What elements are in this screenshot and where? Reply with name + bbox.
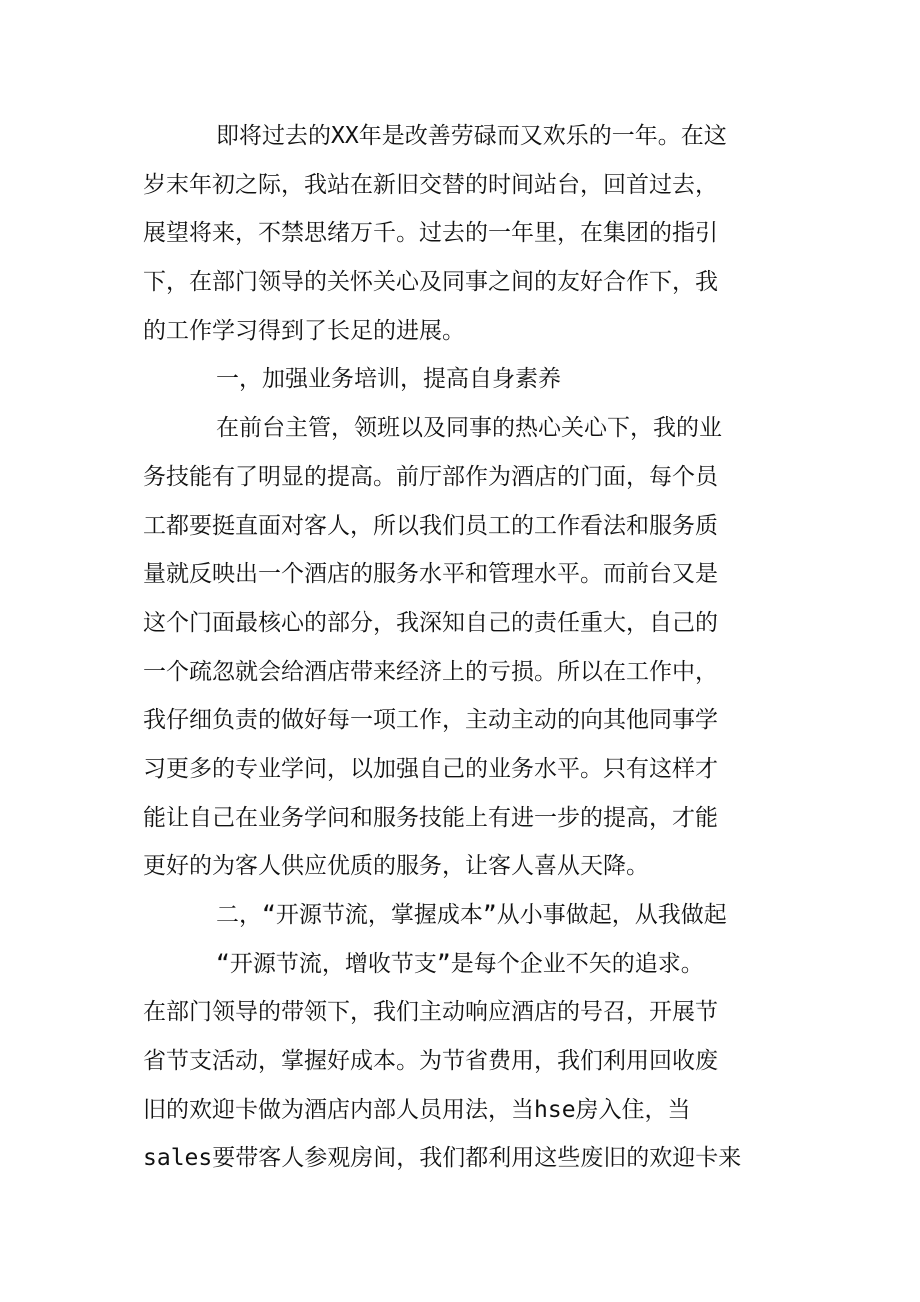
paragraph-line: 量就反映出一个酒店的服务水平和管理水平。而前台又是 (143, 561, 718, 588)
paragraph-line: 展望将来，不禁思绪万千。过去的一年里，在集团的指引 (143, 220, 718, 247)
paragraph-line: 旧的欢迎卡做为酒店内部人员用法，当hse房入住，当 (143, 1096, 691, 1123)
section-heading-1: 一，加强业务培训，提高自身素养 (216, 366, 561, 393)
paragraph-line: 这个门面最核心的部分，我深知自己的责任重大，自己的 (143, 609, 718, 636)
paragraph-line: 的工作学习得到了长足的进展。 (143, 317, 465, 344)
paragraph-line: 省节支活动，掌握好成本。为节省费用，我们利用回收废 (143, 1048, 718, 1075)
paragraph-line: 我仔细负责的做好每一项工作，主动主动的向其他同事学 (143, 707, 718, 734)
paragraph-line: sales要带客人参观房间，我们都利用这些废旧的欢迎卡来 (143, 1145, 742, 1172)
paragraph-line: 在前台主管，领班以及同事的热心关心下，我的业 (216, 415, 722, 442)
section-heading-2: 二，“开源节流，掌握成本”从小事做起，从我做起 (216, 902, 727, 928)
document-body (143, 112, 783, 1183)
paragraph-line: 习更多的专业学问，以加强自己的业务水平。只有这样才 (143, 755, 718, 782)
paragraph-line: 一个疏忽就会给酒店带来经济上的亏损。所以在工作中， (143, 658, 718, 685)
paragraph-line: 在部门领导的带领下，我们主动响应酒店的号召，开展节 (143, 999, 718, 1026)
paragraph-line: 务技能有了明显的提高。前厅部作为酒店的门面，每个员 (143, 463, 718, 490)
paragraph-line: 工都要挺直面对客人，所以我们员工的工作看法和服务质 (143, 512, 718, 539)
paragraph-line: “开源节流，增收节支”是每个企业不矢的追求。 (216, 950, 704, 977)
paragraph-line: 能让自己在业务学问和服务技能上有进一步的提高，才能 (143, 804, 718, 831)
paragraph-line: 岁末年初之际，我站在新旧交替的时间站台，回首过去， (143, 171, 718, 198)
paragraph-line: 下，在部门领导的关怀关心及同事之间的友好合作下，我 (143, 269, 718, 296)
paragraph-line: 更好的为客人供应优质的服务，让客人喜从天降。 (143, 853, 649, 880)
paragraph-line: 即将过去的XX年是改善劳碌而又欢乐的一年。在这 (216, 123, 727, 149)
